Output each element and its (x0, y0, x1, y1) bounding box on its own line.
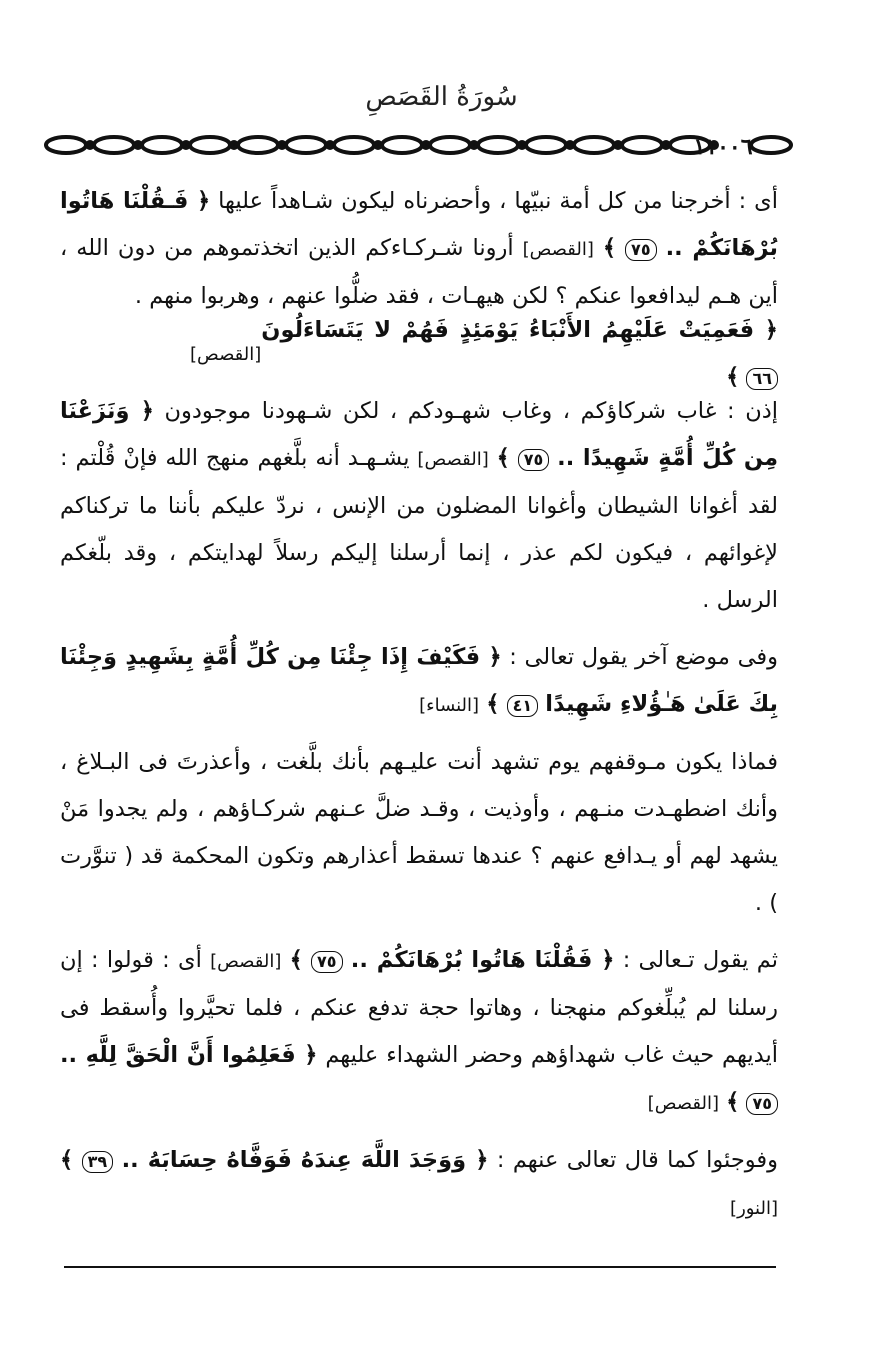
quran-verse: ﴿ فَعَلِمُوا أَنَّ الْحَقَّ لِلَّهِ .. (60, 1042, 318, 1068)
chain-link (622, 137, 662, 153)
paragraph-4: فماذا يكون مـوقفهم يوم تشهد أنت عليـهم بأنك بلَّغت ، وأعذرتَ فى البـلاغ ، وأنك اضطهـدت منـهم ، وأوذيت ، وقـد ضلَّ عـنهم شركـاؤهم ، ولم يجدوا مَنْ يشهد لهم أو يـدافع عنهم ؟ عندها تسقط أعذارهم وتكون المحكمة قد ( تنوَّرت ) . (60, 749, 778, 916)
surah-reference: [القصص] (647, 1093, 719, 1114)
quran-verse: ﴿ فَكَيْفَ إِذَا جِئْنَا مِن كُلِّ أُمَّةٍ بِشَهِيدٍ وَجِئْنَا بِكَ عَلَىٰ هَـٰؤُلاءِ شَهِيدًا (60, 644, 778, 717)
surah-reference: [القصص] (522, 239, 594, 260)
ayah-number: ٤١ (507, 695, 539, 717)
chain-link (526, 137, 566, 153)
ayah-number: ٧٥ (746, 1093, 778, 1115)
verse-block-1: ﴿ فَعَمِيَتْ عَلَيْهِمُ الأَنْبَاءُ يَوْمَئِذٍ فَهُمْ لا يَتَسَاءَلُونَ ٦٦ ﴾ [القصص] (190, 317, 778, 390)
chain-link (190, 137, 230, 153)
page-number: ١١٠٠٦ (693, 134, 753, 160)
ayah-number: ٣٩ (82, 1151, 114, 1173)
surah-reference: [النور] (730, 1198, 778, 1219)
chain-link (94, 137, 134, 153)
paragraph-2: إذن : غاب شركاؤكم ، وغاب شهـودكم ، لكن شـهودنا موجودون ﴿ وَنَزَعْنَا مِن كُلِّ أُمَّةٍ شَهِيدًا .. ٧٥ ﴾ [القصص] يشـهـد أنه بلَّغهم منهج الله فإنْ قُلْتم : لقد أغوانا الشيطان وأغوانا المضلون من الإنس ، نردّ عليكم بأننا ما تركناكم لإغوائهم ، فيكون لكم عذر ، إنما أرسلنا إليكم رسلاً لهدايتكم ، وقد بلّغكم الرسل . (60, 398, 779, 613)
quran-verse: ﴿ فَقُلْنَا هَاتُوا بُرْهَانَكُمْ .. (350, 947, 615, 973)
paragraph-6: وفوجئوا كما قال تعالى عنهم : ﴿ وَوَجَدَ اللَّهَ عِندَهُ فَوَفَّاهُ حِسَابَهُ .. ٣٩ ﴾ [النور] (60, 1147, 778, 1219)
chain-link (478, 137, 518, 153)
paragraph-3: وفى موضع آخر يقول تعالى : ﴿ فَكَيْفَ إِذَا جِئْنَا مِن كُلِّ أُمَّةٍ بِشَهِيدٍ وَجِئْنَا بِكَ عَلَىٰ هَـٰؤُلاءِ شَهِيدًا ٤١ ﴾ [النساء] (60, 644, 779, 717)
quran-verse: ﴿ فَـقُلْنَا هَاتُوا بُرْهَانَكُمْ .. (60, 188, 778, 261)
paragraph-1: أى : أخرجنا من كل أمة نبيّها ، وأحضرناه ليكون شـاهداً عليها ﴿ فَـقُلْنَا هَاتُوا بُرْهَانَكُمْ .. ٧٥ ﴾ [القصص] أرونا شـركـاءكم الذين اتخذتموهم من دون الله ، أين هـم ليدافعوا عنكم ؟ لكن هيهـات ، فقد ضلُّوا عنهم ، وهربوا منهم . (60, 188, 778, 309)
ayah-number: ٧٥ (311, 951, 343, 973)
quran-verse: ﴿ وَوَجَدَ اللَّهَ عِندَهُ فَوَفَّاهُ حِسَابَهُ .. (121, 1147, 489, 1173)
surah-reference: [القصص] (190, 343, 262, 365)
quran-verse: ﴿ وَنَزَعْنَا مِن كُلِّ أُمَّةٍ شَهِيدًا .. (60, 398, 779, 471)
surah-reference: [النساء] (419, 695, 480, 716)
surah-reference: [القصص] (417, 449, 489, 470)
surah-reference: [القصص] (210, 951, 282, 972)
chain-link (142, 137, 182, 153)
chain-link (334, 137, 374, 153)
ayah-number: ٧٥ (625, 239, 657, 261)
ayah-number: ٧٥ (518, 449, 550, 471)
chain-link (382, 137, 422, 153)
chain-link (574, 137, 614, 153)
chain-link (430, 137, 470, 153)
footer-rule (64, 1266, 776, 1268)
ornament-chain-bar (36, 130, 796, 160)
chain-link (286, 137, 326, 153)
ayah-number: ٦٦ (746, 368, 778, 390)
paragraph-5: ثم يقول تـعالى : ﴿ فَقُلْنَا هَاتُوا بُرْهَانَكُمْ .. ٧٥ ﴾ [القصص] أى : قولوا : إن رسلنا لم يُبلِّغوكم منهجنا ، وهاتوا حجة تدفع عنكم ، فلما تحيَّروا وأُسقط فى أيديهم حيث غاب شهداؤهم وحضر الشهداء عليهم ﴿ فَعَلِمُوا أَنَّ الْحَقَّ لِلَّهِ .. ٧٥ ﴾ [القصص] (60, 947, 779, 1115)
surah-title: سُورَةُ القَصَصِ (365, 82, 518, 112)
chain-link (238, 137, 278, 153)
chain-link (46, 137, 86, 153)
page-body (60, 178, 778, 1258)
quran-verse: ﴿ فَعَمِيَتْ عَلَيْهِمُ الأَنْبَاءُ يَوْمَئِذٍ فَهُمْ لا يَتَسَاءَلُونَ (261, 317, 778, 343)
